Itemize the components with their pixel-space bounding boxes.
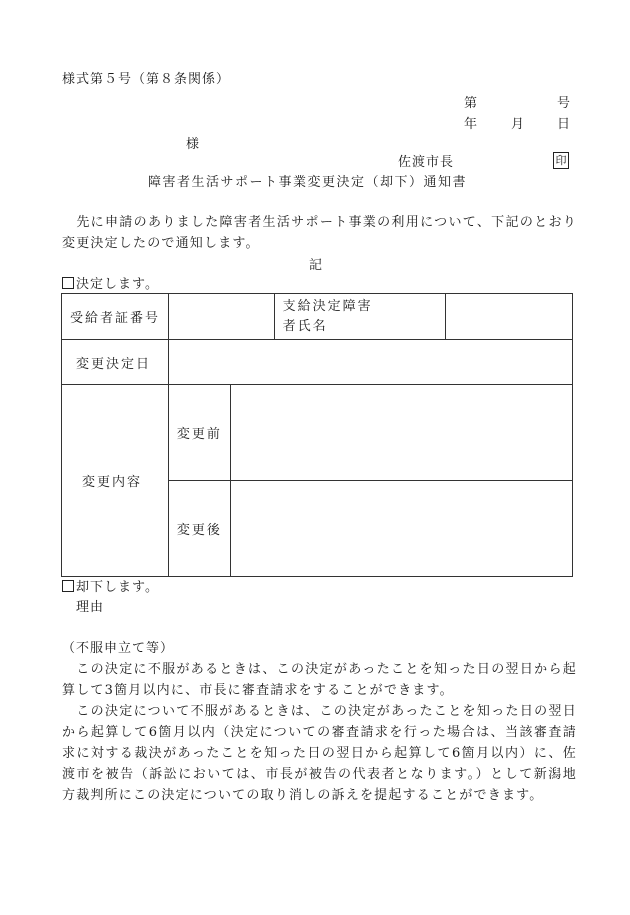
seal-mark: 印 — [553, 152, 569, 169]
change-date-label: 変更決定日 — [62, 340, 169, 385]
after-field[interactable] — [230, 481, 572, 577]
appeal-heading: （不服申立て等） — [62, 641, 175, 656]
date-day: 日 — [557, 117, 572, 132]
person-name-field[interactable] — [446, 294, 573, 340]
reason-label: 理由 — [76, 600, 105, 615]
form-number: 様式第５号（第８条関係） — [62, 72, 231, 87]
document-number-prefix: 第 — [464, 96, 479, 111]
recipient-number-field[interactable] — [168, 294, 274, 340]
change-content-label: 変更内容 — [62, 385, 169, 577]
appeal-paragraph-1: この決定に不服があるときは、この決定があったことを知った日の翌日から起算して3箇月以内に、市長に審査請求をすることができます。 — [62, 662, 577, 698]
issuer: 佐渡市長 — [398, 155, 455, 170]
person-name-label-line-1: 支給決定障害 — [282, 298, 373, 314]
table-row — [62, 385, 573, 481]
decide-option — [62, 277, 159, 293]
after-label: 変更後 — [168, 481, 230, 577]
reject-option-label: 却下します。 — [76, 580, 159, 595]
document-number-suffix: 号 — [557, 96, 572, 111]
appeal-paragraph-2: この決定について不服があるときは、この決定があったことを知った日の翌日から起算して6箇月以内（決定についての審査請求を行った場合は、当該審査請求に対する裁決があったことを知った日の翌日から起算して6箇月以内）に、佐渡市を被告（訴訟においては、市長が被告の代表者となります。）として新潟地方裁判所にこの決定についての取り消しの訴えを提起することができます。 — [62, 704, 577, 803]
decide-option-label: 決定します。 — [76, 277, 159, 292]
addressee-suffix: 様 — [186, 137, 201, 152]
person-name-label-line-2: 者氏名 — [282, 318, 328, 334]
person-name-label — [274, 294, 446, 340]
date-month: 月 — [511, 117, 526, 132]
table-row — [62, 294, 573, 340]
document-title: 障害者生活サポート事業変更決定（却下）通知書 — [148, 175, 468, 190]
reject-checkbox[interactable] — [62, 580, 74, 592]
recipient-number-label: 受給者証番号 — [62, 294, 169, 340]
before-field[interactable] — [230, 385, 572, 481]
reject-option — [62, 580, 159, 596]
table-row — [62, 340, 573, 385]
before-label: 変更前 — [168, 385, 230, 481]
decide-checkbox[interactable] — [62, 277, 74, 289]
ki-label: 記 — [309, 258, 324, 273]
intro-text: 先に申請のありました障害者生活サポート事業の利用について、下記のとおり変更決定したので通知します。 — [62, 215, 577, 251]
decision-table — [61, 293, 573, 577]
date-year: 年 — [464, 117, 479, 132]
change-date-field[interactable] — [168, 340, 572, 385]
